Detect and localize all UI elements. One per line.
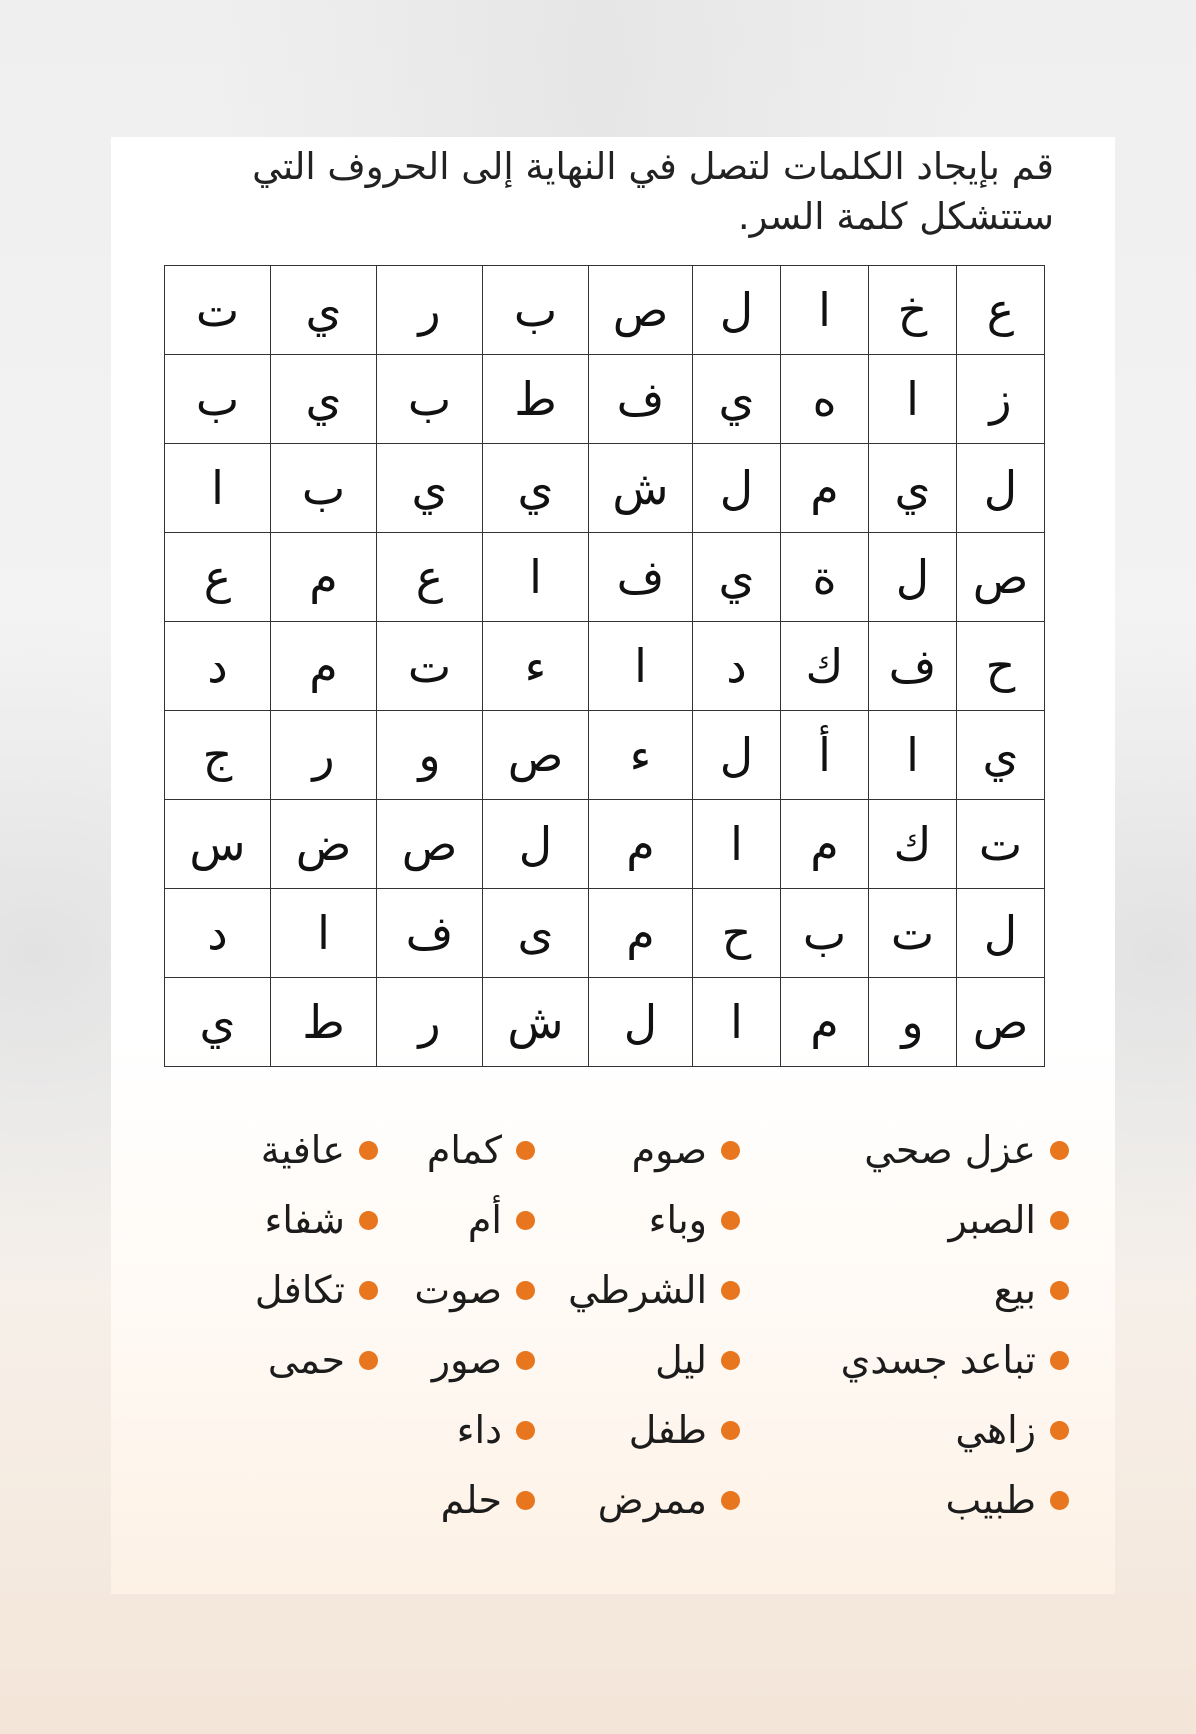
- instructions-text: قم بإيجاد الكلمات لتصل في النهاية إلى الحروف التي ستتشكل كلمة السر.: [252, 145, 1054, 238]
- grid-cell[interactable]: د: [693, 622, 781, 711]
- word-item: [414, 1185, 535, 1255]
- grid-cell[interactable]: م: [781, 978, 869, 1067]
- grid-cell[interactable]: ص: [483, 711, 589, 800]
- bullet-icon: [721, 1141, 740, 1160]
- grid-cell[interactable]: ص: [957, 533, 1045, 622]
- grid-cell[interactable]: ى: [483, 889, 589, 978]
- word-item: [414, 1395, 535, 1465]
- word-item: [414, 1465, 535, 1535]
- grid-cell[interactable]: م: [781, 800, 869, 889]
- grid-cell[interactable]: و: [869, 978, 957, 1067]
- grid-cell[interactable]: ا: [693, 800, 781, 889]
- grid-cell[interactable]: ف: [589, 355, 693, 444]
- word-item: [568, 1255, 740, 1325]
- grid-cell[interactable]: ب: [377, 355, 483, 444]
- grid-cell[interactable]: ا: [589, 622, 693, 711]
- grid-cell[interactable]: ي: [693, 355, 781, 444]
- bullet-icon: [359, 1141, 378, 1160]
- grid-cell[interactable]: ش: [589, 444, 693, 533]
- grid-cell[interactable]: ي: [693, 533, 781, 622]
- grid-cell[interactable]: و: [377, 711, 483, 800]
- word-item: [841, 1115, 1069, 1185]
- word-item: [255, 1115, 378, 1185]
- grid-row: [165, 978, 1045, 1067]
- grid-cell[interactable]: خ: [869, 266, 957, 355]
- bullet-icon: [721, 1281, 740, 1300]
- word-item: [568, 1115, 740, 1185]
- word-item: [841, 1395, 1069, 1465]
- grid-cell[interactable]: ض: [271, 800, 377, 889]
- bullet-icon: [1050, 1351, 1069, 1370]
- word-label: وباء: [648, 1198, 707, 1242]
- word-item: [414, 1115, 535, 1185]
- bullet-icon: [359, 1281, 378, 1300]
- grid-cell[interactable]: ا: [869, 355, 957, 444]
- word-label: حمى: [267, 1338, 345, 1382]
- bullet-icon: [1050, 1211, 1069, 1230]
- grid-row: [165, 533, 1045, 622]
- grid-cell[interactable]: ا: [483, 533, 589, 622]
- grid-cell[interactable]: ر: [377, 266, 483, 355]
- grid-cell[interactable]: ص: [589, 266, 693, 355]
- grid-cell[interactable]: ع: [957, 266, 1045, 355]
- word-label: طبيب: [945, 1478, 1036, 1522]
- word-item: [414, 1325, 535, 1395]
- bullet-icon: [721, 1491, 740, 1510]
- grid-cell[interactable]: ف: [589, 533, 693, 622]
- grid-cell[interactable]: ل: [693, 444, 781, 533]
- grid-cell[interactable]: ء: [589, 711, 693, 800]
- grid-cell[interactable]: ا: [693, 978, 781, 1067]
- grid-row: [165, 266, 1045, 355]
- grid-cell[interactable]: ل: [869, 533, 957, 622]
- bullet-icon: [359, 1211, 378, 1230]
- word-item: [414, 1255, 535, 1325]
- grid-cell[interactable]: م: [589, 889, 693, 978]
- word-item: [841, 1185, 1069, 1255]
- grid-cell[interactable]: ط: [483, 355, 589, 444]
- word-label: ممرض: [597, 1478, 707, 1522]
- grid-cell[interactable]: ز: [957, 355, 1045, 444]
- bullet-icon: [721, 1351, 740, 1370]
- word-label: الصبر: [948, 1198, 1036, 1242]
- grid-cell[interactable]: ل: [957, 444, 1045, 533]
- word-label: طفل: [628, 1408, 707, 1452]
- grid-cell[interactable]: ر: [271, 711, 377, 800]
- grid-cell[interactable]: أ: [781, 711, 869, 800]
- grid-cell[interactable]: ي: [377, 444, 483, 533]
- grid-cell[interactable]: ل: [693, 711, 781, 800]
- grid-cell[interactable]: ح: [693, 889, 781, 978]
- word-label: الشرطي: [568, 1268, 707, 1312]
- word-item: [841, 1465, 1069, 1535]
- grid-cell[interactable]: ب: [271, 444, 377, 533]
- grid-cell[interactable]: ي: [483, 444, 589, 533]
- grid-cell[interactable]: ا: [781, 266, 869, 355]
- word-item: [568, 1325, 740, 1395]
- grid-cell[interactable]: ا: [271, 889, 377, 978]
- grid-cell[interactable]: ك: [781, 622, 869, 711]
- grid-cell[interactable]: ر: [377, 978, 483, 1067]
- grid-cell[interactable]: ت: [377, 622, 483, 711]
- bullet-icon: [516, 1281, 535, 1300]
- word-label: بيع: [993, 1268, 1036, 1312]
- grid-cell[interactable]: م: [271, 622, 377, 711]
- word-column-2: [568, 1115, 740, 1535]
- bullet-icon: [359, 1351, 378, 1370]
- word-item: [841, 1325, 1069, 1395]
- grid-cell[interactable]: ه: [781, 355, 869, 444]
- grid-cell[interactable]: ت: [165, 266, 271, 355]
- bullet-icon: [1050, 1281, 1069, 1300]
- grid-cell[interactable]: ل: [589, 978, 693, 1067]
- word-label: زاهي: [955, 1408, 1036, 1452]
- grid-cell[interactable]: ا: [869, 711, 957, 800]
- grid-cell[interactable]: س: [165, 800, 271, 889]
- grid-cell[interactable]: ك: [869, 800, 957, 889]
- grid-cell[interactable]: د: [165, 622, 271, 711]
- grid-cell[interactable]: د: [165, 889, 271, 978]
- grid-cell[interactable]: ت: [869, 889, 957, 978]
- grid-cell[interactable]: ص: [377, 800, 483, 889]
- word-label: ليل: [655, 1338, 707, 1382]
- bullet-icon: [516, 1491, 535, 1510]
- word-label: صوت: [414, 1268, 502, 1312]
- grid-row: [165, 889, 1045, 978]
- grid-cell[interactable]: ة: [781, 533, 869, 622]
- word-column-4: [255, 1115, 378, 1395]
- grid-cell[interactable]: ع: [377, 533, 483, 622]
- word-label: كمام: [426, 1128, 502, 1172]
- grid-cell[interactable]: ش: [483, 978, 589, 1067]
- bullet-icon: [516, 1141, 535, 1160]
- grid-cell[interactable]: ج: [165, 711, 271, 800]
- word-item: [255, 1255, 378, 1325]
- bullet-icon: [1050, 1491, 1069, 1510]
- grid-cell[interactable]: ح: [957, 622, 1045, 711]
- grid-cell[interactable]: ب: [483, 266, 589, 355]
- word-label: صور: [431, 1338, 502, 1382]
- bullet-icon: [516, 1351, 535, 1370]
- word-label: عافية: [260, 1128, 345, 1172]
- word-column-3: [414, 1115, 535, 1535]
- word-item: [568, 1395, 740, 1465]
- grid-cell[interactable]: ي: [271, 266, 377, 355]
- word-label: داء: [456, 1408, 502, 1452]
- bullet-icon: [721, 1211, 740, 1230]
- grid-cell[interactable]: ء: [483, 622, 589, 711]
- word-label: تكافل: [254, 1268, 345, 1312]
- grid-cell[interactable]: م: [589, 800, 693, 889]
- grid-row: [165, 622, 1045, 711]
- grid-cell[interactable]: ف: [869, 622, 957, 711]
- grid-cell[interactable]: ي: [165, 978, 271, 1067]
- grid-cell[interactable]: ص: [957, 978, 1045, 1067]
- bullet-icon: [721, 1421, 740, 1440]
- word-label: عزل صحي: [864, 1128, 1036, 1172]
- grid-cell[interactable]: م: [781, 444, 869, 533]
- grid-cell[interactable]: م: [271, 533, 377, 622]
- grid-cell[interactable]: ب: [781, 889, 869, 978]
- grid-cell[interactable]: ل: [957, 889, 1045, 978]
- bullet-icon: [1050, 1421, 1069, 1440]
- grid-cell[interactable]: ب: [165, 355, 271, 444]
- grid-cell[interactable]: ط: [271, 978, 377, 1067]
- grid-cell[interactable]: ا: [165, 444, 271, 533]
- word-item: [568, 1465, 740, 1535]
- grid-cell[interactable]: ل: [693, 266, 781, 355]
- grid-cell[interactable]: ي: [869, 444, 957, 533]
- word-item: [568, 1185, 740, 1255]
- grid-row: [165, 800, 1045, 889]
- word-item: [255, 1185, 378, 1255]
- bullet-icon: [516, 1211, 535, 1230]
- word-item: [255, 1325, 378, 1395]
- grid-cell[interactable]: ي: [957, 711, 1045, 800]
- grid-cell[interactable]: ل: [483, 800, 589, 889]
- grid-cell[interactable]: ع: [165, 533, 271, 622]
- word-label: تباعد جسدي: [840, 1338, 1036, 1382]
- word-label: أم: [467, 1198, 502, 1242]
- letter-grid: [164, 265, 1045, 1067]
- grid-row: [165, 444, 1045, 533]
- word-label: صوم: [631, 1128, 707, 1172]
- grid-row: [165, 711, 1045, 800]
- bullet-icon: [516, 1421, 535, 1440]
- grid-cell[interactable]: ي: [271, 355, 377, 444]
- grid-cell[interactable]: ت: [957, 800, 1045, 889]
- word-list: [111, 1115, 1115, 1545]
- word-column-1: [841, 1115, 1069, 1535]
- bullet-icon: [1050, 1141, 1069, 1160]
- grid-row: [165, 355, 1045, 444]
- grid-cell[interactable]: ف: [377, 889, 483, 978]
- word-label: شفاء: [264, 1198, 345, 1242]
- word-label: حلم: [440, 1478, 502, 1522]
- worksheet: [111, 137, 1115, 1594]
- word-item: [841, 1255, 1069, 1325]
